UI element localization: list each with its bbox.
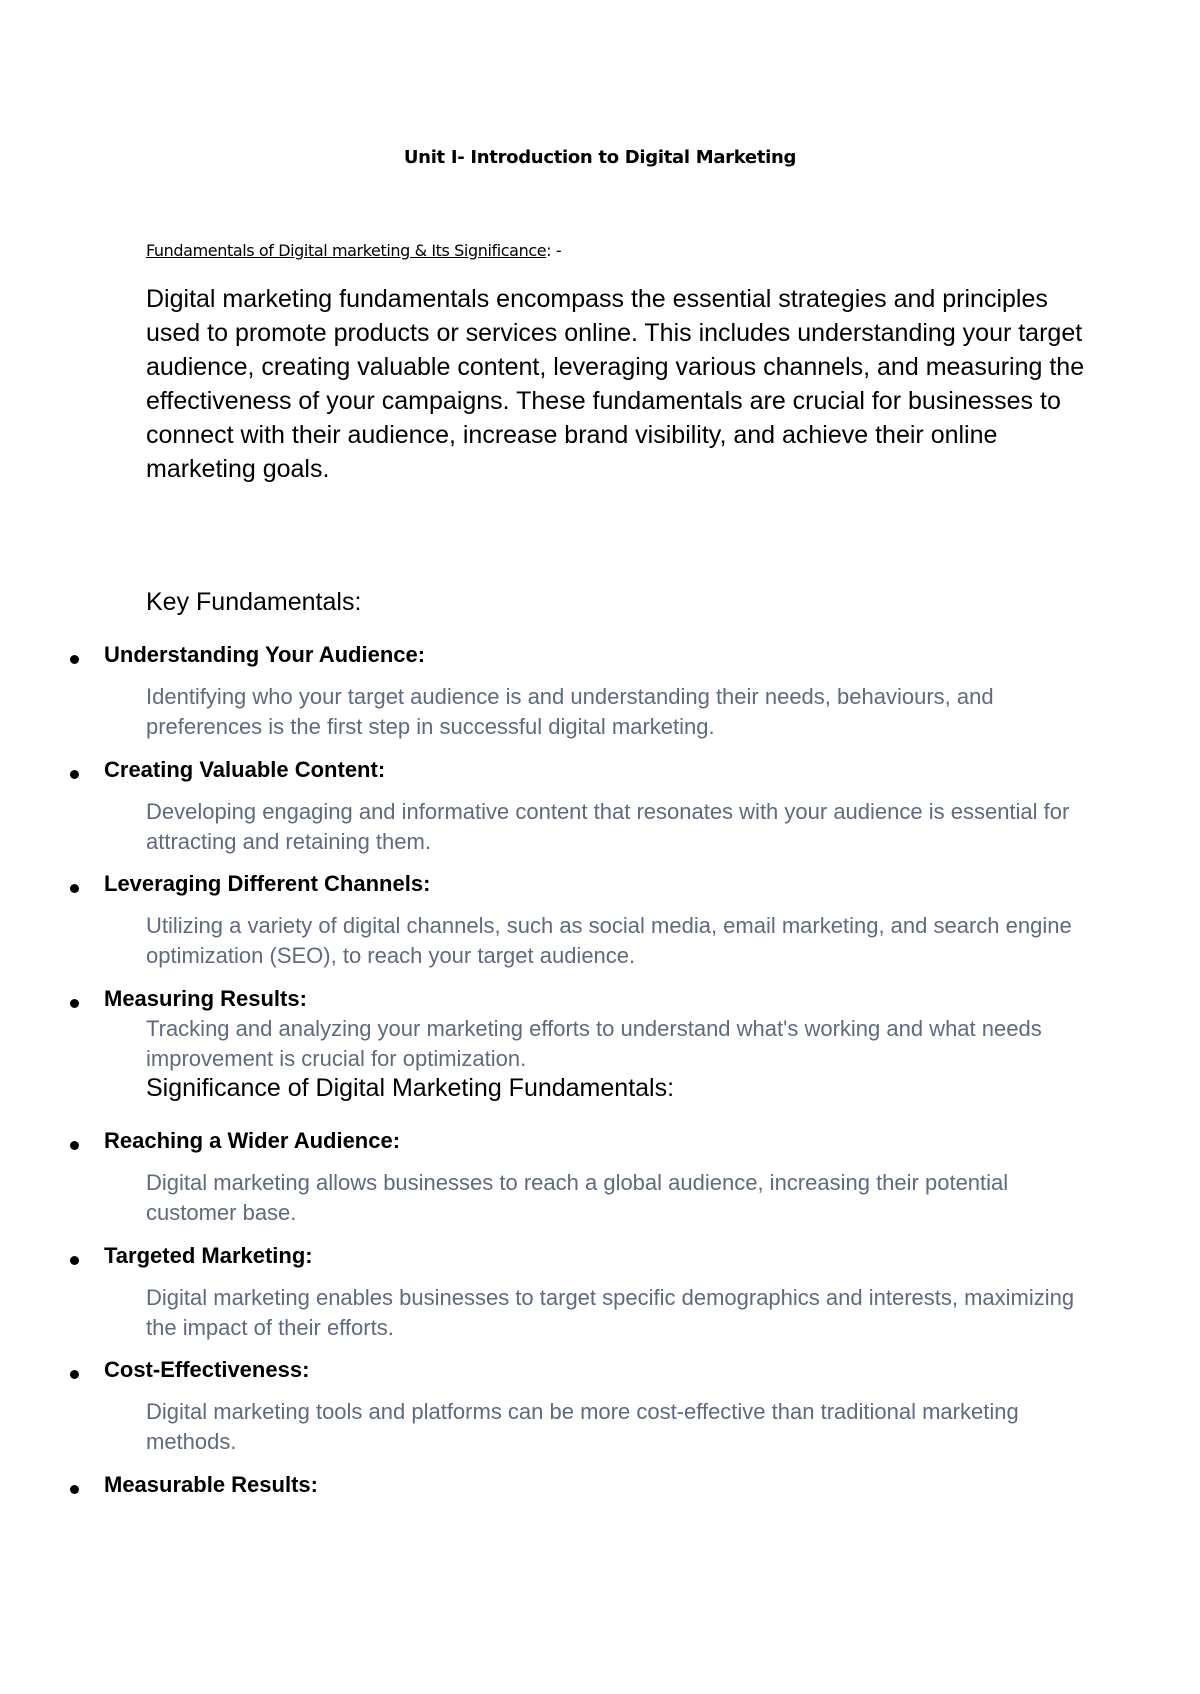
bullet-icon bbox=[70, 770, 79, 779]
list-item-title: Creating Valuable Content: bbox=[104, 757, 386, 782]
list-item-description: Tracking and analyzing your marketing efforts to understand what's working and what needs improvement is crucial for optimization. bbox=[146, 1016, 1042, 1071]
list-item-description: Identifying who your target audience is and understanding their needs, behaviours, and preferences is the first step in successful digital marketing. bbox=[146, 684, 994, 739]
list-item-title: Measurable Results: bbox=[104, 1472, 318, 1497]
list-item-title: Leveraging Different Channels: bbox=[104, 871, 431, 896]
bullet-icon bbox=[70, 884, 79, 893]
list-item-description: Developing engaging and informative content that resonates with your audience is essential for attracting and retaining them. bbox=[146, 799, 1070, 854]
key-fundamentals-heading: Key Fundamentals: bbox=[146, 588, 362, 616]
bullet-icon bbox=[70, 999, 79, 1008]
list-item-description: Digital marketing tools and platforms can be more cost-effective than traditional marketing methods. bbox=[146, 1399, 1019, 1454]
bullet-icon bbox=[70, 655, 79, 664]
list-item-title: Reaching a Wider Audience: bbox=[104, 1128, 401, 1153]
intro-paragraph: Digital marketing fundamentals encompass the essential strategies and principles used to promote products or services online. This includes understanding your target audience, creating valuable content, leveraging various channels, and measuring the effectiveness of your campaigns. These fundamentals are crucial for businesses to connect with their audience, increase brand visibility, and achieve their online marketing goals. bbox=[146, 285, 1085, 483]
subheading-underlined-text: Fundamentals of Digital marketing & Its Significance bbox=[146, 241, 547, 260]
bullet-icon bbox=[70, 1370, 79, 1379]
bullet-icon bbox=[70, 1141, 79, 1150]
significance-heading: Significance of Digital Marketing Fundamentals: bbox=[146, 1074, 675, 1102]
section-subheading bbox=[146, 240, 561, 262]
list-item-title: Measuring Results: bbox=[104, 986, 307, 1011]
list-item-title: Cost-Effectiveness: bbox=[104, 1357, 310, 1382]
bullet-icon bbox=[70, 1256, 79, 1265]
list-item-description: Digital marketing enables businesses to target specific demographics and interests, maximizing the impact of their efforts. bbox=[146, 1285, 1075, 1340]
list-item-title: Targeted Marketing: bbox=[104, 1243, 313, 1268]
list-item-description: Utilizing a variety of digital channels, such as social media, email marketing, and search engine optimization (SEO), to reach your target audience. bbox=[146, 913, 1072, 968]
bullet-icon bbox=[70, 1485, 79, 1494]
list-item-title: Understanding Your Audience: bbox=[104, 642, 426, 667]
list-item-description: Digital marketing allows businesses to reach a global audience, increasing their potential customer base. bbox=[146, 1170, 1009, 1225]
subheading-suffix: : - bbox=[546, 241, 562, 260]
document-title: Unit I- Introduction to Digital Marketing bbox=[403, 147, 797, 168]
